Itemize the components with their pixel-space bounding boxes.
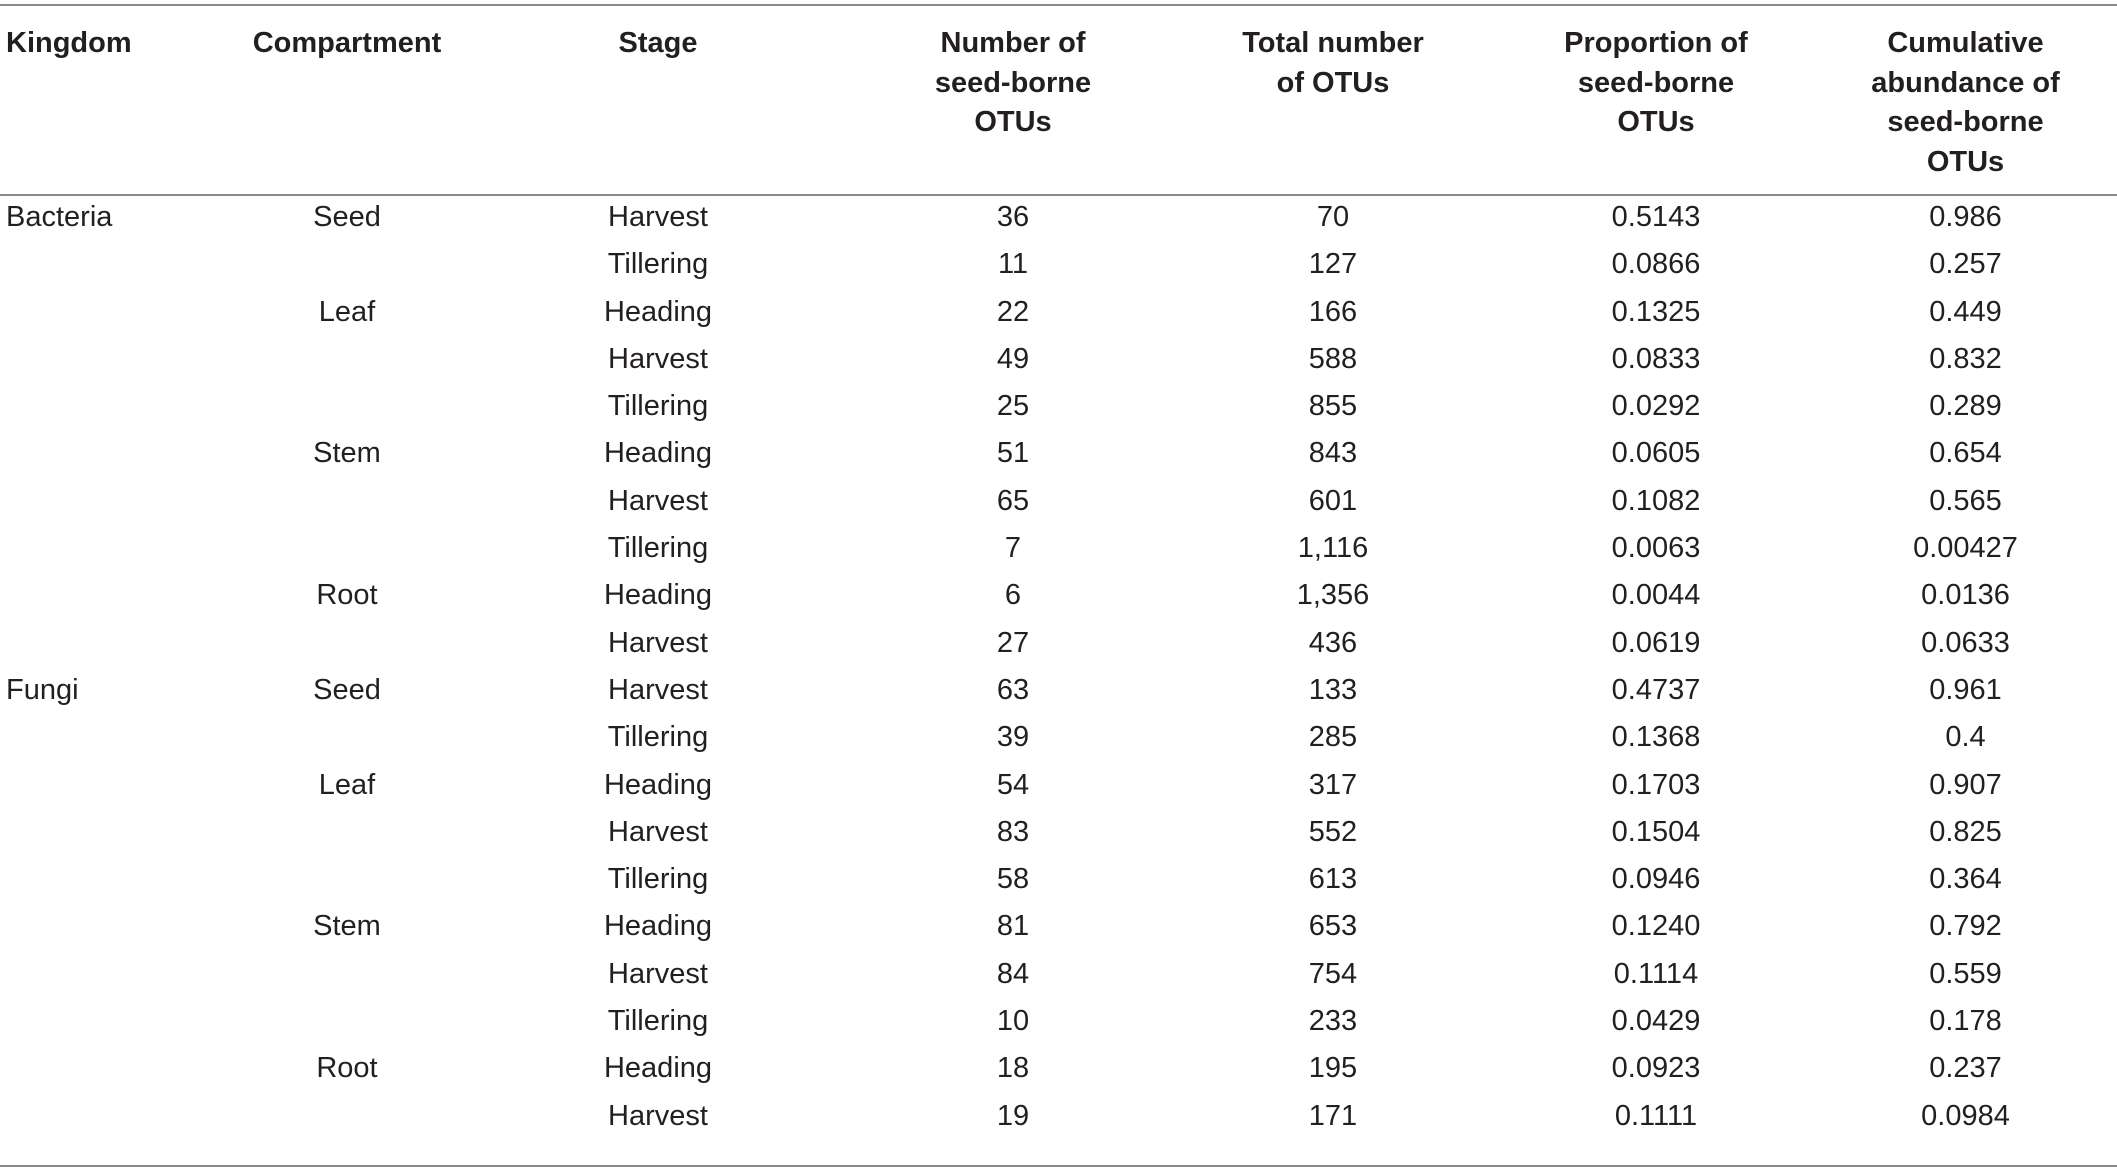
cell-compartment [236,383,458,430]
header-cumulative-abundance [1814,6,2117,194]
cell-compartment: Seed [313,673,381,706]
cell-stage: Heading [603,437,713,470]
table-row [0,1093,2117,1140]
cell-proportion: 0.0866 [1611,248,1701,281]
cell-cumulative-abundance: 0.449 [1929,295,2002,328]
cell-compartment [236,809,458,856]
header-line: seed-borne [1577,66,1735,99]
header-line: Kingdom [6,27,132,59]
cell-stage: Heading [603,579,713,612]
header-proportion [1498,6,1814,194]
cell-total-otus: 1,356 [1296,579,1370,612]
cell-stage: Tillering [607,532,709,565]
cell-total-otus: 70 [1316,201,1350,233]
cell-proportion: 0.0946 [1611,863,1701,896]
cell-kingdom [0,714,236,761]
cell-number-seed-borne: 51 [996,437,1030,470]
header-line: seed-borne [1887,106,2044,138]
cell-proportion: 0.0429 [1611,1005,1701,1038]
header-line: Proportion of [1564,27,1748,59]
cell-compartment [236,951,458,998]
header-line: OTUs [1926,145,2005,178]
header-line: Stage [618,27,698,59]
cell-compartment [236,620,458,667]
cell-total-otus: 601 [1308,484,1358,517]
cell-number-seed-borne: 18 [996,1052,1030,1085]
cell-kingdom [0,809,236,856]
cell-cumulative-abundance: 0.792 [1929,910,2002,943]
cell-kingdom [0,383,236,430]
header-line: of OTUs [1276,66,1390,99]
cell-proportion: 0.1111 [1614,1099,1698,1132]
cell-proportion: 0.1240 [1611,910,1701,943]
cell-cumulative-abundance: 0.825 [1929,815,2002,848]
cell-total-otus: 195 [1308,1052,1358,1085]
header-line: Total number [1242,27,1424,59]
cell-stage: Tillering [607,1005,709,1038]
cell-cumulative-abundance: 0.178 [1929,1005,2002,1038]
cell-cumulative-abundance: 0.0633 [1921,626,2010,659]
cell-total-otus: 127 [1308,248,1358,281]
cell-cumulative-abundance: 0.237 [1929,1052,2002,1085]
header-stage [458,6,858,194]
cell-compartment [236,1093,458,1140]
cell-kingdom [0,572,236,619]
cell-proportion: 0.1504 [1611,815,1701,848]
cell-stage: Harvest [608,484,708,517]
cell-stage: Heading [603,910,713,943]
cell-total-otus: 588 [1308,342,1358,375]
cell-number-seed-borne: 58 [996,863,1030,896]
cell-proportion: 0.0619 [1611,626,1701,659]
cell-compartment: Seed [313,201,381,233]
header-kingdom [0,6,236,194]
table-bottom-rule [0,1165,2117,1167]
cell-number-seed-borne: 6 [1004,579,1022,612]
cell-cumulative-abundance: 0.00427 [1913,532,2018,565]
cell-stage: Harvest [608,957,708,990]
cell-cumulative-abundance: 0.0984 [1921,1099,2010,1132]
cell-proportion: 0.1325 [1611,295,1701,328]
cell-compartment [236,714,458,761]
cell-compartment: Root [316,579,378,612]
cell-total-otus: 171 [1308,1099,1358,1132]
cell-total-otus: 133 [1308,673,1358,706]
cell-stage: Tillering [607,721,709,754]
cell-total-otus: 1,116 [1297,532,1369,565]
cell-total-otus: 552 [1308,815,1358,848]
cell-kingdom: Bacteria [6,201,113,233]
cell-compartment: Stem [313,910,381,943]
cell-cumulative-abundance: 0.832 [1929,342,2002,375]
header-line: abundance of [1871,66,2060,99]
cell-stage: Harvest [608,342,708,375]
cell-proportion: 0.0833 [1611,342,1701,375]
cell-total-otus: 317 [1308,768,1358,801]
cell-kingdom [0,762,236,809]
cell-stage: Tillering [607,390,709,423]
cell-compartment: Root [316,1052,378,1085]
cell-proportion: 0.0063 [1611,532,1701,565]
cell-cumulative-abundance: 0.654 [1929,437,2002,470]
cell-compartment: Leaf [318,295,376,328]
header-line: Compartment [252,27,442,59]
cell-total-otus: 855 [1308,390,1358,423]
cell-kingdom [0,998,236,1045]
cell-cumulative-abundance: 0.559 [1929,957,2002,990]
cell-cumulative-abundance: 0.986 [1929,201,2002,233]
cell-proportion: 0.1114 [1613,957,1699,990]
cell-stage: Harvest [608,626,708,659]
cell-compartment [236,336,458,383]
cell-number-seed-borne: 36 [996,201,1030,233]
table-row [0,289,2117,336]
cell-stage: Harvest [608,815,708,848]
cell-kingdom [0,620,236,667]
table-row [0,383,2117,430]
cell-cumulative-abundance: 0.0136 [1921,579,2010,612]
header-compartment [236,6,458,194]
cell-proportion: 0.1368 [1611,721,1701,754]
table-row [0,241,2117,288]
cell-proportion: 0.1703 [1611,768,1701,801]
cell-kingdom [0,856,236,903]
cell-stage: Tillering [607,863,709,896]
cell-compartment [236,478,458,525]
table-row [0,1045,2117,1092]
header-line: Number of [940,27,1086,59]
cell-cumulative-abundance: 0.364 [1929,863,2002,896]
table-row [0,194,2117,241]
cell-cumulative-abundance: 0.4 [1945,721,1986,754]
cell-kingdom [0,525,236,572]
header-line: OTUs [974,106,1052,138]
cell-kingdom [0,289,236,336]
cell-stage: Heading [603,1052,713,1085]
table-row [0,525,2117,572]
cell-proportion: 0.0044 [1611,579,1701,612]
cell-number-seed-borne: 63 [996,673,1030,706]
cell-number-seed-borne: 65 [996,484,1030,517]
cell-kingdom [0,241,236,288]
cell-number-seed-borne: 83 [996,815,1030,848]
cell-total-otus: 285 [1308,721,1358,754]
table-header-row [0,6,2117,194]
cell-total-otus: 166 [1308,295,1358,328]
table-row [0,430,2117,477]
cell-number-seed-borne: 49 [996,342,1030,375]
table-row [0,336,2117,383]
cell-kingdom [0,903,236,950]
cell-number-seed-borne: 27 [996,626,1030,659]
cell-proportion: 0.0292 [1611,390,1701,423]
cell-number-seed-borne: 19 [996,1099,1030,1132]
cell-stage: Harvest [608,673,708,706]
cell-number-seed-borne: 25 [996,390,1030,423]
cell-kingdom [0,478,236,525]
cell-number-seed-borne: 22 [996,295,1030,328]
header-line: Cumulative [1887,27,2044,59]
header-number-seed-borne [858,6,1168,194]
cell-number-seed-borne: 39 [996,721,1030,754]
cell-number-seed-borne: 54 [996,768,1030,801]
table-row [0,478,2117,525]
table-row [0,714,2117,761]
header-line: seed-borne [934,66,1092,99]
cell-kingdom [0,951,236,998]
table-row [0,667,2117,714]
table-row [0,572,2117,619]
cell-stage: Harvest [608,1099,708,1132]
cell-cumulative-abundance: 0.907 [1929,768,2002,801]
cell-cumulative-abundance: 0.257 [1929,248,2002,281]
cell-cumulative-abundance: 0.289 [1929,390,2002,423]
seed-borne-otu-table [0,6,2117,1140]
header-line: OTUs [1617,106,1695,138]
cell-number-seed-borne: 84 [996,957,1030,990]
cell-compartment: Leaf [318,768,376,801]
table-row [0,903,2117,950]
cell-kingdom [0,1093,236,1140]
cell-total-otus: 843 [1308,437,1358,470]
cell-proportion: 0.5143 [1611,201,1701,233]
header-total-otus [1168,6,1498,194]
cell-stage: Harvest [608,201,708,233]
cell-kingdom [0,430,236,477]
table-row [0,620,2117,667]
cell-proportion: 0.1082 [1611,484,1701,517]
cell-total-otus: 436 [1308,626,1358,659]
cell-compartment [236,856,458,903]
cell-compartment [236,998,458,1045]
table-row [0,809,2117,856]
cell-compartment: Stem [313,437,381,470]
table-row [0,762,2117,809]
table-row [0,998,2117,1045]
cell-proportion: 0.0923 [1611,1052,1701,1085]
cell-kingdom [0,336,236,383]
cell-total-otus: 754 [1308,957,1358,990]
cell-stage: Heading [603,768,713,801]
cell-number-seed-borne: 10 [996,1005,1030,1038]
cell-compartment [236,241,458,288]
cell-kingdom [0,1045,236,1092]
cell-number-seed-borne: 81 [996,910,1030,943]
table-row [0,856,2117,903]
cell-number-seed-borne: 11 [997,248,1029,281]
cell-proportion: 0.0605 [1611,437,1701,470]
table-row [0,951,2117,998]
cell-number-seed-borne: 7 [1004,532,1022,565]
cell-stage: Tillering [607,248,709,281]
cell-cumulative-abundance: 0.565 [1929,484,2002,517]
cell-compartment [236,525,458,572]
cell-cumulative-abundance: 0.961 [1929,673,2002,706]
cell-stage: Heading [603,295,713,328]
cell-total-otus: 653 [1308,910,1358,943]
cell-total-otus: 613 [1308,863,1358,896]
cell-total-otus: 233 [1308,1005,1358,1038]
cell-proportion: 0.4737 [1611,673,1701,706]
cell-kingdom: Fungi [6,673,79,706]
